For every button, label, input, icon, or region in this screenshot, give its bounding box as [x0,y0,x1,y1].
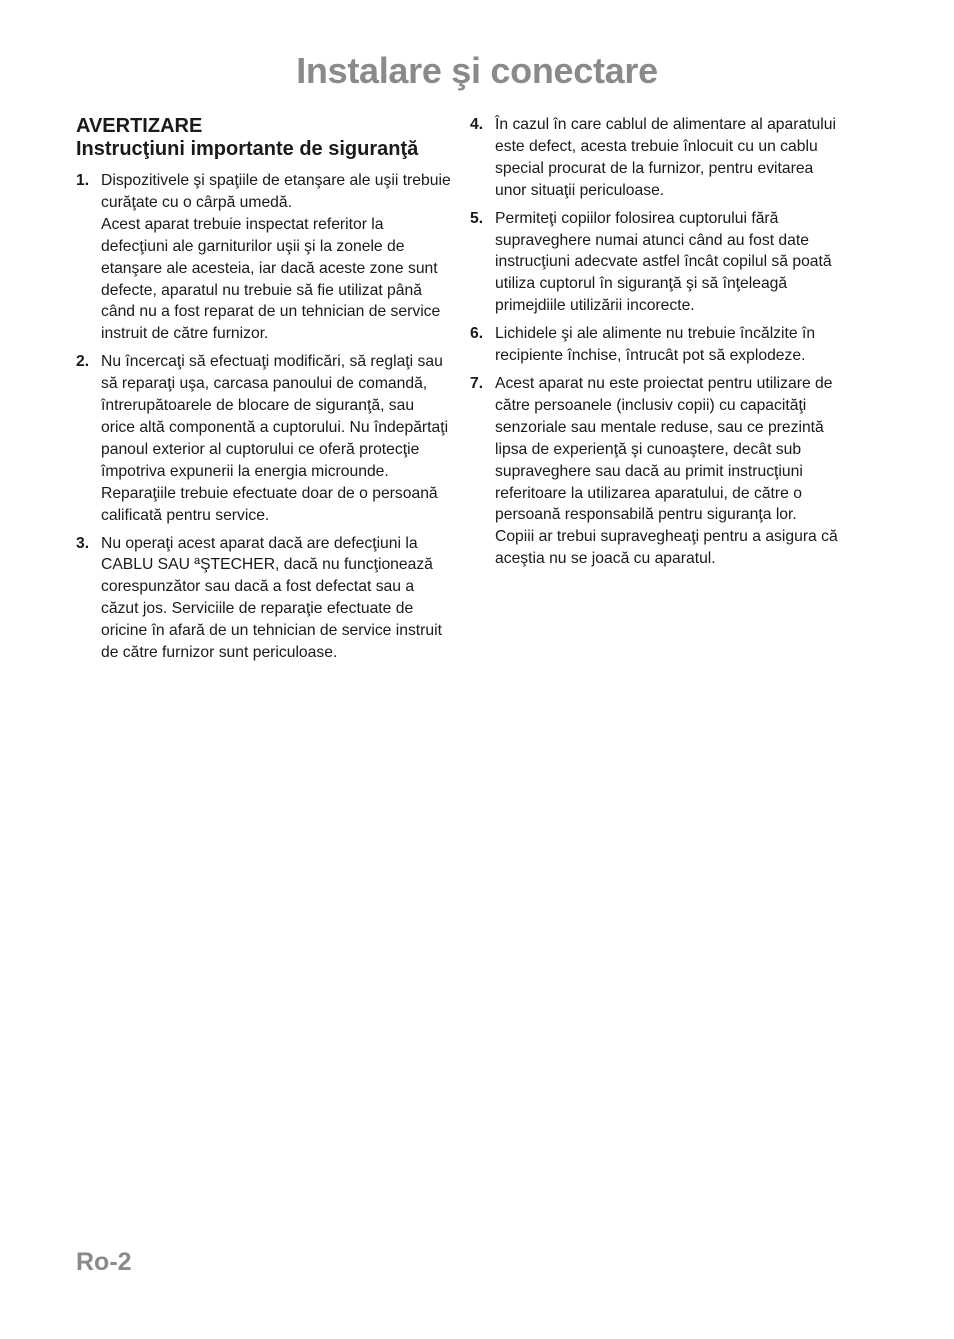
item-number: 6. [470,325,484,343]
item-text: Acest aparat trebuie inspectat referitor la defecţiuni ale garniturilor uşii şi la zonele de etanşare ale acesteia, iar dacă aceste zone sunt defecte, aparatul nu trebuie să fie utilizat până când nu a fost reparat de un tehnician de service instruit de către furnizor. [101,215,441,343]
item-text: Nu încercaţi să efectuaţi modificări, să reglaţi sau să reparaţi uşa, carcasa panoului de comandă, întrerupătoarele de blocare de siguranţă, sau orice altă componentă a cuptorului. Nu îndepărtaţi panoul exterior al cuptorului ce oferă protecţie împotriva expunerii la energia microunde. [101,353,449,480]
item-number: 5. [470,209,484,227]
right-column [470,114,842,576]
item-number: 3. [76,534,90,552]
list-item [470,114,842,202]
warning-heading: AVERTIZARE [76,115,203,137]
list-item [76,351,452,526]
list-item [470,323,842,367]
list-item [470,208,842,318]
item-text: Lichidele şi ale alimente nu trebuie încălzite în recipiente închise, întrucât pot să explodeze. [495,325,816,365]
item-text: Copiii ar trebui supravegheaţi pentru a asigura că aceştia nu se joacă cu aparatul. [495,528,838,568]
item-number: 2. [76,353,90,371]
item-text: În cazul în care cablul de alimentare al aparatului este defect, acesta trebuie înlocuit cu un cablu special procurat de la furnizor, pentru evitarea unor situaţii periculoase. [495,116,836,199]
warning-subheading: Instrucţiuni importante de siguranţă [76,138,419,160]
page-title: Instalare şi conectare [296,50,658,91]
item-text: Nu operaţi acest aparat dacă are defecţiuni la CABLU SAU ªŞTECHER, dacă nu funcţionează corespunzător sau dacă a fost defectat sau a căzut jos. Serviciile de reparaţie efectuate de oricine în afară de un tehnician de service instruit de către furnizor sunt periculoase. [101,534,442,662]
list-item [76,533,452,664]
item-text: Reparaţiile trebuie efectuate doar de o persoană calificată pentru service. [101,484,438,524]
left-column [76,114,452,670]
page-number: Ro-2 [76,1248,132,1276]
list-item [470,373,842,570]
item-number: 1. [76,172,90,189]
list-item [76,170,452,345]
item-number: 4. [470,116,484,133]
item-text: Acest aparat nu este proiectat pentru utilizare de către persoanele (inclusiv copii) cu capacităţi senzoriale sau mentale reduse, sau ce prezintă lipsa de experienţă şi cunoaştere, decât sub supraveghere sau dacă au primit instrucţiuni referitoare la utilizarea aparatului, de către o persoană responsabilă pentru siguranţa lor. [495,374,833,524]
item-number: 7. [470,374,484,392]
item-text: Dispozitivele şi spaţiile de etanşare ale uşii trebuie curăţate cu o cârpă umedă. [101,172,451,211]
item-text: Permiteţi copiilor folosirea cuptorului fără supraveghere numai atunci când au fost date instrucţiuni adecvate astfel încât copilul să poată utiliza cuptorul în siguranţă şi să înţeleagă primejdiile utilizării incorecte. [495,209,832,315]
